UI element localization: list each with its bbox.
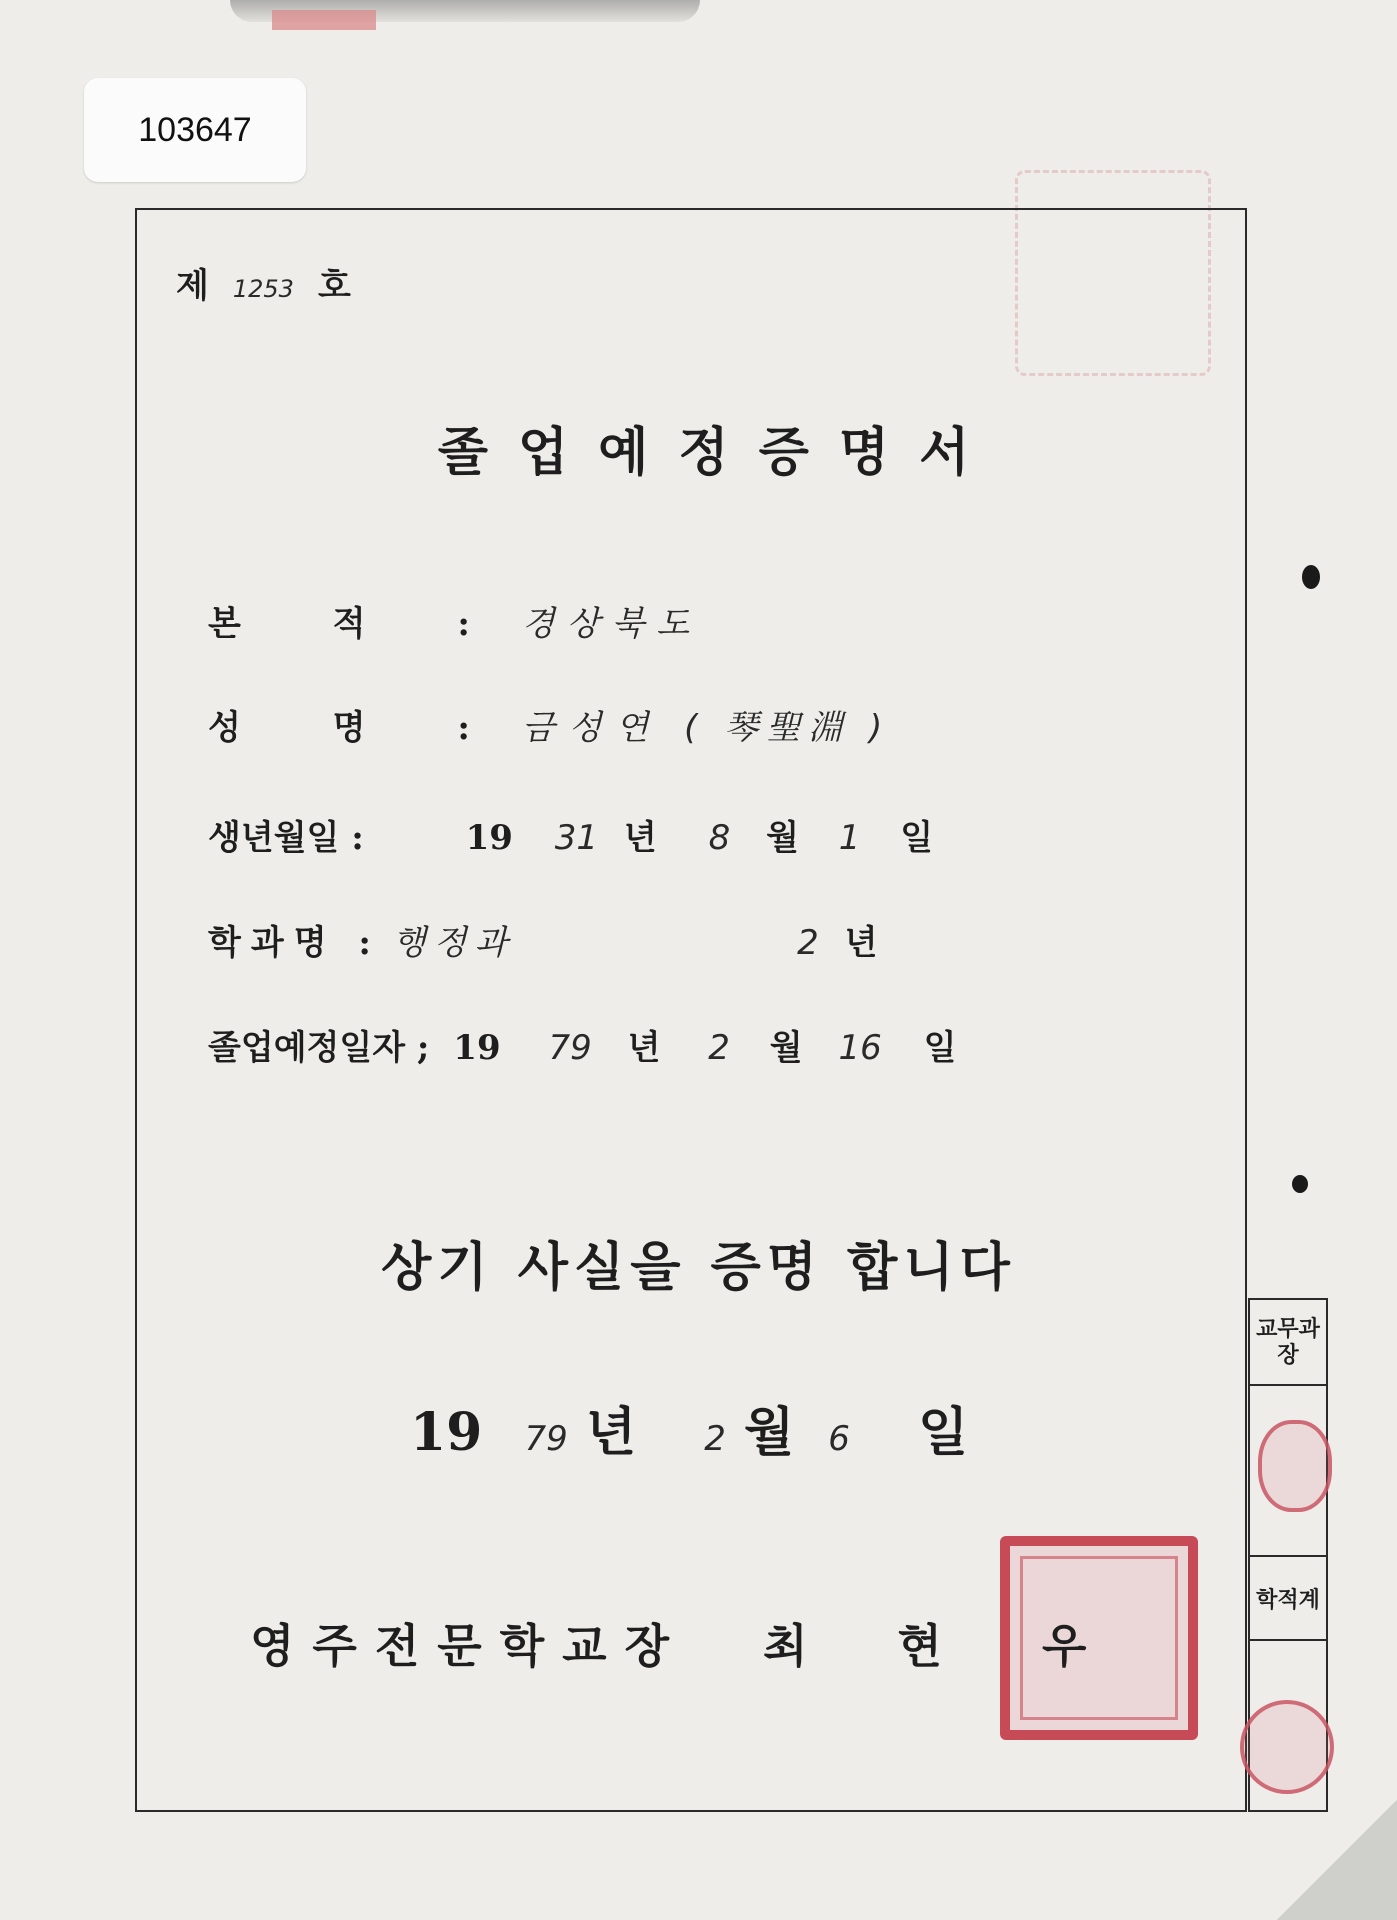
serial-suffix: 호 [317, 266, 351, 306]
serial-value: 1253 [232, 275, 294, 303]
approval-seal-2 [1240, 1700, 1334, 1794]
birth-day: 1 [838, 818, 861, 858]
field-origin [208, 596, 701, 645]
department-grade-unit: 년 [844, 923, 878, 963]
principal-name-2: 현 [897, 1619, 1032, 1673]
department-grade: 2 [797, 923, 819, 963]
approval-academic-affairs: 교무과장 [1248, 1300, 1328, 1386]
graduation-year: 79 [548, 1028, 592, 1068]
name-label: 성 명 : [208, 708, 510, 748]
field-department [208, 915, 878, 964]
graduation-day-unit: 일 [923, 1028, 957, 1068]
principal-signature-line [250, 1610, 1086, 1676]
field-name [208, 700, 890, 749]
birth-century: 19 [465, 818, 513, 858]
serial-prefix: 제 [176, 266, 209, 306]
department-label: 학과명 : [208, 923, 381, 963]
graduation-year-unit: 년 [627, 1028, 661, 1068]
issue-century: 19 [410, 1402, 483, 1463]
birth-month-unit: 월 [766, 818, 799, 858]
origin-value: 경상북도 [521, 604, 702, 644]
folded-corner [1277, 1800, 1397, 1920]
birth-label: 생년월일 : [208, 818, 364, 858]
document-id-label: 103647 [84, 78, 306, 182]
issue-day: 6 [828, 1419, 850, 1459]
approval-seal-1 [1258, 1420, 1332, 1512]
field-birth [208, 810, 933, 859]
top-stamp-fragment [272, 10, 376, 30]
name-value: 금성연 [521, 708, 663, 748]
ink-blot [1292, 1175, 1308, 1193]
document-title: 졸업예정증명서 [437, 422, 1000, 483]
origin-label: 본 적 : [208, 604, 510, 644]
graduation-century: 19 [453, 1028, 501, 1068]
principal-school: 영주전문학교장 [250, 1619, 688, 1673]
graduation-month-unit: 월 [769, 1028, 803, 1068]
birth-year-unit: 년 [623, 818, 657, 858]
issue-day-unit: 일 [918, 1402, 969, 1463]
principal-name-1: 최 [763, 1619, 898, 1673]
issue-date [410, 1390, 968, 1465]
birth-year: 31 [554, 818, 599, 858]
serial-number [176, 258, 351, 307]
name-hanja: ( 琴聖淵 ) [684, 708, 891, 748]
issue-year-unit: 년 [585, 1402, 637, 1463]
field-graduation [208, 1020, 956, 1069]
issue-year: 79 [524, 1419, 568, 1459]
graduation-month: 2 [708, 1028, 730, 1068]
issue-month-unit: 월 [743, 1402, 795, 1463]
graduation-label: 졸업예정일자 ; [208, 1028, 430, 1068]
certify-statement: 상기 사실을 증명 합니다 [381, 1237, 1016, 1298]
issue-month: 2 [704, 1419, 726, 1459]
ink-blot [1302, 565, 1320, 589]
department-value: 행정과 [392, 923, 516, 963]
graduation-day: 16 [838, 1028, 882, 1068]
approval-registrar: 학적계 [1248, 1555, 1328, 1641]
principal-name-3: 우 [1041, 1619, 1087, 1673]
birth-day-unit: 일 [900, 818, 934, 858]
birth-month: 8 [708, 818, 731, 858]
